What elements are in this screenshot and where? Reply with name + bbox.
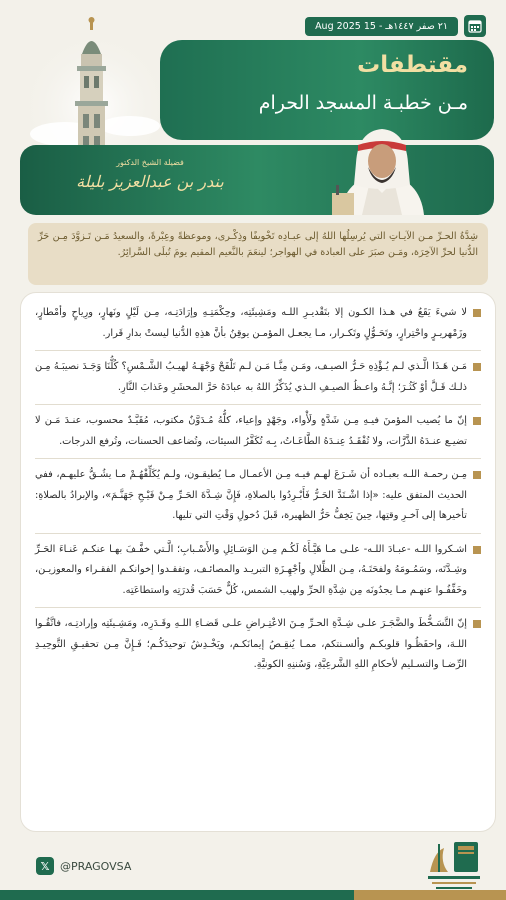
bullet-icon <box>473 309 481 317</box>
paragraph <box>35 411 481 452</box>
bullet-icon <box>473 471 481 479</box>
bullet-icon <box>473 363 481 371</box>
date-badge <box>305 14 486 38</box>
bullet-icon <box>473 417 481 425</box>
divider <box>35 533 481 534</box>
presidency-logo <box>424 838 484 892</box>
preacher-caption <box>50 157 250 207</box>
paragraph-text: مِـن رحمـة اللـه بعبـاده أن شَـرَعَ لهـم فيـه مِـن الأعمـال مـا يُطيقـون، ولـم يُكَلِّفْهُـمْ مـا يشُـقُّ عليهـم، ففي الحديث المتفق عليه: «إذا اشْـتَدَّ الحَـرُّ فَأَبْـرِدُوا بالصلاةِ، فَإِنَّ شِـدَّةَ الحَـرِّ مِـنْ فَيْـحِ جَهَنَّـمَ»، والإبرادُ بالصلاةِ: تأخيرها إلى آخـرِ وقتِها، حِينَ يَخِفُّ حَرُّ الظهيرة، قَبلَ دُخولِ وَقْتِ التي تليها. <box>35 469 467 521</box>
paragraph-text: لا شيءَ يَقَعُ في هـذا الكـون إلا بتَقْديـرِ اللـه ومَشِيئَتِه، وحِكْمَتِـهِ وإرَادَتِـه، مِـن لَيْلٍ ونَهارٍ، ورِياحٍ وأمْطارٍ، وزَمْهريـرٍ واحْتِرارٍ، وتَحَـوُّلٍ وتَكـرار، مـا يجعـل المؤمـن يوقِنُ بأنَّ هذِهِ الدُّنيا ليستْ بدارِ قَرار. <box>35 307 467 339</box>
date-text: ٢١ صفر ١٤٤٧هـ - 15 Aug 2025 <box>305 17 458 36</box>
preacher-name: بندر بن عبدالعزيز بليلة <box>76 172 224 191</box>
handle-text: @PRAGOVSA <box>60 859 132 873</box>
preacher-card <box>20 145 494 215</box>
page-title: مقتطفات <box>357 52 468 78</box>
bottom-bar <box>0 890 506 900</box>
paragraph-text: اشـكروا اللـه -عبـادَ اللـه- علـى مـا هَيَّـأَهُ لَكُـم مِـن الوَسَـائِلِ والأَسْـبابِ؛ الَّـتي خفَّـفَ بهـا عنكـم عَنـاءَ الحَـرِّ وشِـدَّتَه، وسَمُـومَهُ ولفحَتَـهُ، مِـن الظِّلالِ وأجْهِـزَةِ التبريـد والمصائـف، وتفقـدوا إخوانكـم الفقـراء والمعوزيـن، وخَفِّفُـوا عنهـم مـا يجدُونَه مِن شِدَّةِ الحرِّ ولهيب الشمس، كُلٌّ حَسَبَ قُدرَتِه واستطاعَتِه. <box>35 543 467 596</box>
paragraph-text: مَـن هَـذَا الَّـذي لـم يُـؤْذِهِ حَـرُّ الصيـف، ومَـن مِنَّـا مَـن لـم تَلْفَحْ وَجْهَـهُ لهيـبُ الشَّـمْسِ؟ كُلُّنَا وَجَـدَ نصيبَـهُ مِـن ذلـك قَـلَّ أوْ كَثُـرَ؛ إنَّـهُ واعـظُ الصيـفِ الـذي يُذَكِّرُ اللهُ به عبادَهُ حَرَّ المحشَرِ وعَذابَ النَّارِ. <box>35 361 467 393</box>
bullet-icon <box>473 546 481 554</box>
divider <box>35 607 481 608</box>
bullet-icon <box>473 620 481 628</box>
paragraph <box>35 357 481 398</box>
content-card <box>20 292 496 832</box>
intro-box: شِدَّةُ الحـرِّ مـن الآيـاتِ التي يُرسِلُها اللهُ إلى عبـادِه تَخْويفًا وذِكْـرى، وموعظةً وعِبْرةً، والسعيدُ مَـن تَـزوَّدَ مِـن حَرِّ الدُّنيا لحرِّ الآخِرَة، ومَـن صبَرَ على العبادة في الهواجر؛ لينعَمَ بالنَّعيم المقيم يومَ تُبلَى السَّرائِرُ. <box>28 223 488 285</box>
divider <box>35 458 481 459</box>
paragraph-text: إنّ ما يُصيب المؤمنَ فيـهِ مِـن شَدَّةٍ ولَأْواء، وجَهْدٍ وإعياء، كلُّهُ مُـدَوَّنٌ مكتوب، مُقَيَّـدٌ محسوب، عنـدَ مَـن لا تضيـع عنـدَهُ الذَّرَّات، ولا تُفْقَـدُ عِنـدَهُ الطَّاعَـاتُ، بِـه تُكَفَّرُ السيئات، وتُضاعف الحسنات، وتُرفع الدرجات. <box>35 415 467 447</box>
preacher-title: فضيلة الشيخ الدكتور <box>116 158 184 167</box>
preacher-photo <box>322 123 442 215</box>
divider <box>35 350 481 351</box>
paragraph <box>35 303 481 344</box>
minaret-illustration <box>20 14 170 164</box>
paragraph <box>35 614 481 676</box>
paragraph <box>35 540 481 602</box>
x-logo-icon: 𝕏 <box>36 857 54 875</box>
paragraph-text: إنّ التَّسَـخُّطَ والضَّجَـرَ علـى شِـدَّةِ الحـرِّ مِـنَ الاعْتِـراضِ علـى قَضـاءِ اللـهِ وقَـدَرِه، ومَشِـيئَتِه وإرادتِـه، فاتَّقُـوا اللـهَ، واحفَظُـوا قلوبكـم وألسـنتكم، ممـا يُنقِـصُ إيمانَكـم، ويَخْـدِشُ توحيدَكُـم؛ فَـإِنَّ مِـن تحقيـقِ التَّوحِيـدِ الرِّضـا والتسـليم لأحكامِ اللهِ الشَّرعِيَّةِ، وَسُننِهِ الكونيَّةِ. <box>35 618 467 670</box>
page-subtitle: مـن خطبـة المسجد الحرام <box>258 92 468 114</box>
social-handle[interactable] <box>36 856 131 876</box>
calendar-icon <box>464 15 486 37</box>
divider <box>35 404 481 405</box>
paragraph <box>35 465 481 527</box>
